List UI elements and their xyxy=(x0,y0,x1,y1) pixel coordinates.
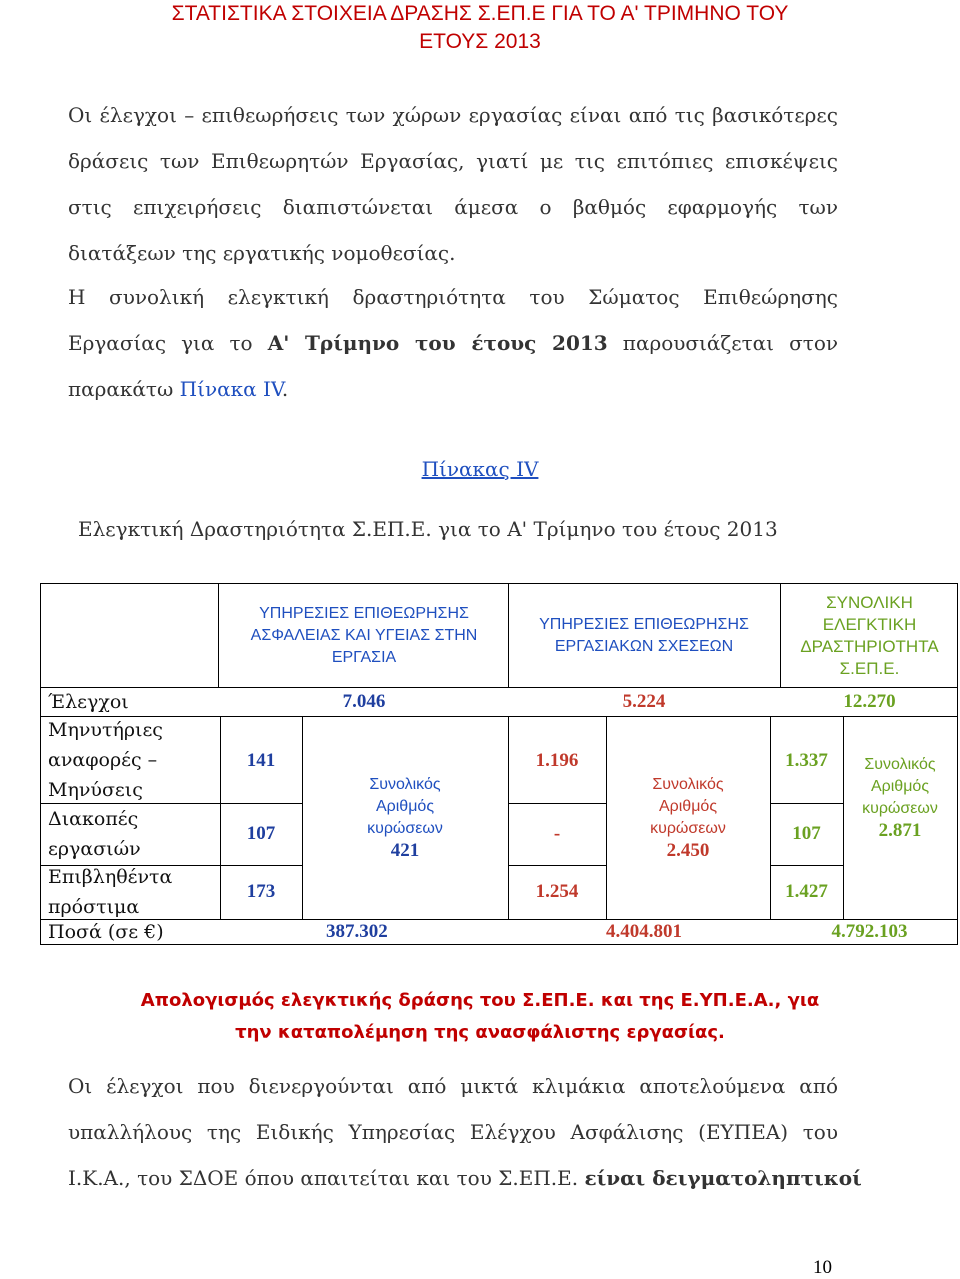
amount-labour: 4.404.801 xyxy=(606,921,682,942)
complaints-safety: 141 xyxy=(246,750,276,771)
closing-line-1: Οι έλεγχοι που διενεργούνται από μικτά κλιμάκια αποτελούμενα από xyxy=(68,1074,838,1098)
stoppages-safety: 107 xyxy=(246,823,276,844)
activity-table xyxy=(40,583,958,945)
activity-text: Εργασίας για το xyxy=(68,331,253,355)
summary-heading xyxy=(0,985,960,1049)
closing-bold-text: είναι δειγματοληπτικοί xyxy=(584,1166,862,1190)
row-label-controls: Έλεγχοι xyxy=(48,690,129,713)
activity-paragraph xyxy=(68,274,838,412)
intro-line: δράσεις των Επιθεωρητών Εργασίας, γιατί με τις επιτόπιες επισκέψεις xyxy=(68,149,838,173)
sanctions-labour-total: 2.450 xyxy=(666,840,710,861)
table-subtitle: Ελεγκτική Δραστηριότητα Σ.ΕΠ.Ε. για το Α' Τρίμηνο του έτους 2013 xyxy=(78,517,778,541)
controls-labour: 5.224 xyxy=(622,690,666,712)
document-title xyxy=(0,0,960,56)
intro-paragraph xyxy=(68,92,838,276)
intro-line: διατάξεων της εργατικής νομοθεσίας. xyxy=(68,241,456,265)
activity-line-2 xyxy=(68,320,838,366)
row-label-stoppages: Διακοπές εργασιών xyxy=(48,808,141,860)
summary-line-1: Απολογισμός ελεγκτικής δράσης του Σ.ΕΠ.Ε. και της Ε.ΥΠ.Ε.Α., για xyxy=(140,990,820,1011)
amount-total: 4.792.103 xyxy=(831,921,908,942)
activity-text: . xyxy=(281,377,289,401)
activity-line-1: Η συνολική ελεγκτική δραστηριότητα του Σώματος Επιθεώρησης xyxy=(68,285,838,309)
page-number: 10 xyxy=(813,1257,832,1278)
stoppages-total: 107 xyxy=(792,823,821,844)
complaints-labour: 1.196 xyxy=(535,750,579,771)
sanctions-safety xyxy=(302,763,508,873)
activity-period: Α' Τρίμηνο του έτους 2013 xyxy=(267,331,608,355)
fines-total: 1.427 xyxy=(785,881,828,902)
intro-line: στις επιχειρήσεις διαπιστώνεται άμεσα ο βαθμός εφαρμογής των xyxy=(68,195,838,219)
summary-line-2: την καταπολέμηση της ανασφάλιστης εργασίας. xyxy=(235,1022,725,1043)
row-label-complaints: Μηνυτήριες αναφορές – Μηνύσεις xyxy=(48,718,163,801)
complaints-total: 1.337 xyxy=(785,750,828,771)
sanctions-grand-total: 2.871 xyxy=(878,820,922,841)
intro-line: Οι έλεγχοι – επιθεωρήσεις των χώρων εργασίας είναι από τις βασικότερες xyxy=(68,103,838,127)
header-total-activity: ΣΥΝΟΛΙΚΗ ΕΛΕΓΚΤΙΚΗ ΔΡΑΣΤΗΡΙΟΤΗΤΑ Σ.ΕΠ.Ε. xyxy=(800,593,939,678)
table-reference-link[interactable]: Πίνακα IV xyxy=(179,377,282,401)
closing-text: Ι.Κ.Α., του ΣΔΟΕ όπου απαιτείται και του Σ.ΕΠ.Ε. xyxy=(68,1166,579,1190)
sanctions-label: Συνολικός Αριθμός κυρώσεων xyxy=(650,776,726,837)
header-safety-services: ΥΠΗΡΕΣΙΕΣ ΕΠΙΘΕΩΡΗΣΗΣ ΑΣΦΑΛΕΙΑΣ ΚΑΙ ΥΓΕΙΑΣ ΣΤΗΝ ΕΡΓΑΣΙΑ xyxy=(250,605,478,666)
title-line-1: ΣΤΑΤΙΣΤΙΚΑ ΣΤΟΙΧΕΙΑ ΔΡΑΣΗΣ Σ.ΕΠ.Ε ΓΙΑ ΤΟ Α' ΤΡΙΜΗΝΟ ΤΟΥ xyxy=(171,2,789,25)
closing-line-2: υπαλλήλους της Ειδικής Υπηρεσίας Ελέγχου Ασφάλισης (ΕΥΠΕΑ) του xyxy=(68,1120,838,1144)
activity-text: παρακάτω xyxy=(68,377,174,401)
sanctions-labour xyxy=(606,763,770,873)
row-label-amount: Ποσά (σε €) xyxy=(48,921,164,943)
controls-total: 12.270 xyxy=(843,690,896,712)
amount-safety: 387.302 xyxy=(326,921,388,942)
sanctions-safety-total: 421 xyxy=(390,840,420,861)
sanctions-total xyxy=(843,743,957,853)
sanctions-label: Συνολικός Αριθμός κυρώσεων xyxy=(367,776,443,837)
title-line-2: ΕΤΟΥΣ 2013 xyxy=(419,30,541,53)
table-caption[interactable]: Πίνακας IV xyxy=(421,457,539,481)
fines-safety: 173 xyxy=(246,881,276,902)
header-labour-relations-services: ΥΠΗΡΕΣΙΕΣ ΕΠΙΘΕΩΡΗΣΗΣ ΕΡΓΑΣΙΑΚΩΝ ΣΧΕΣΕΩΝ xyxy=(539,616,749,655)
closing-paragraph xyxy=(68,1063,862,1201)
row-label-fines: Επιβληθέντα πρόστιμα xyxy=(48,866,173,918)
activity-text: παρουσιάζεται στον xyxy=(622,331,839,355)
sanctions-label: Συνολικός Αριθμός κυρώσεων xyxy=(862,756,938,817)
controls-safety: 7.046 xyxy=(342,690,386,712)
activity-line-3 xyxy=(68,366,838,412)
closing-line-3 xyxy=(68,1155,862,1201)
stoppages-labour: - xyxy=(553,823,561,844)
fines-labour: 1.254 xyxy=(535,881,579,902)
